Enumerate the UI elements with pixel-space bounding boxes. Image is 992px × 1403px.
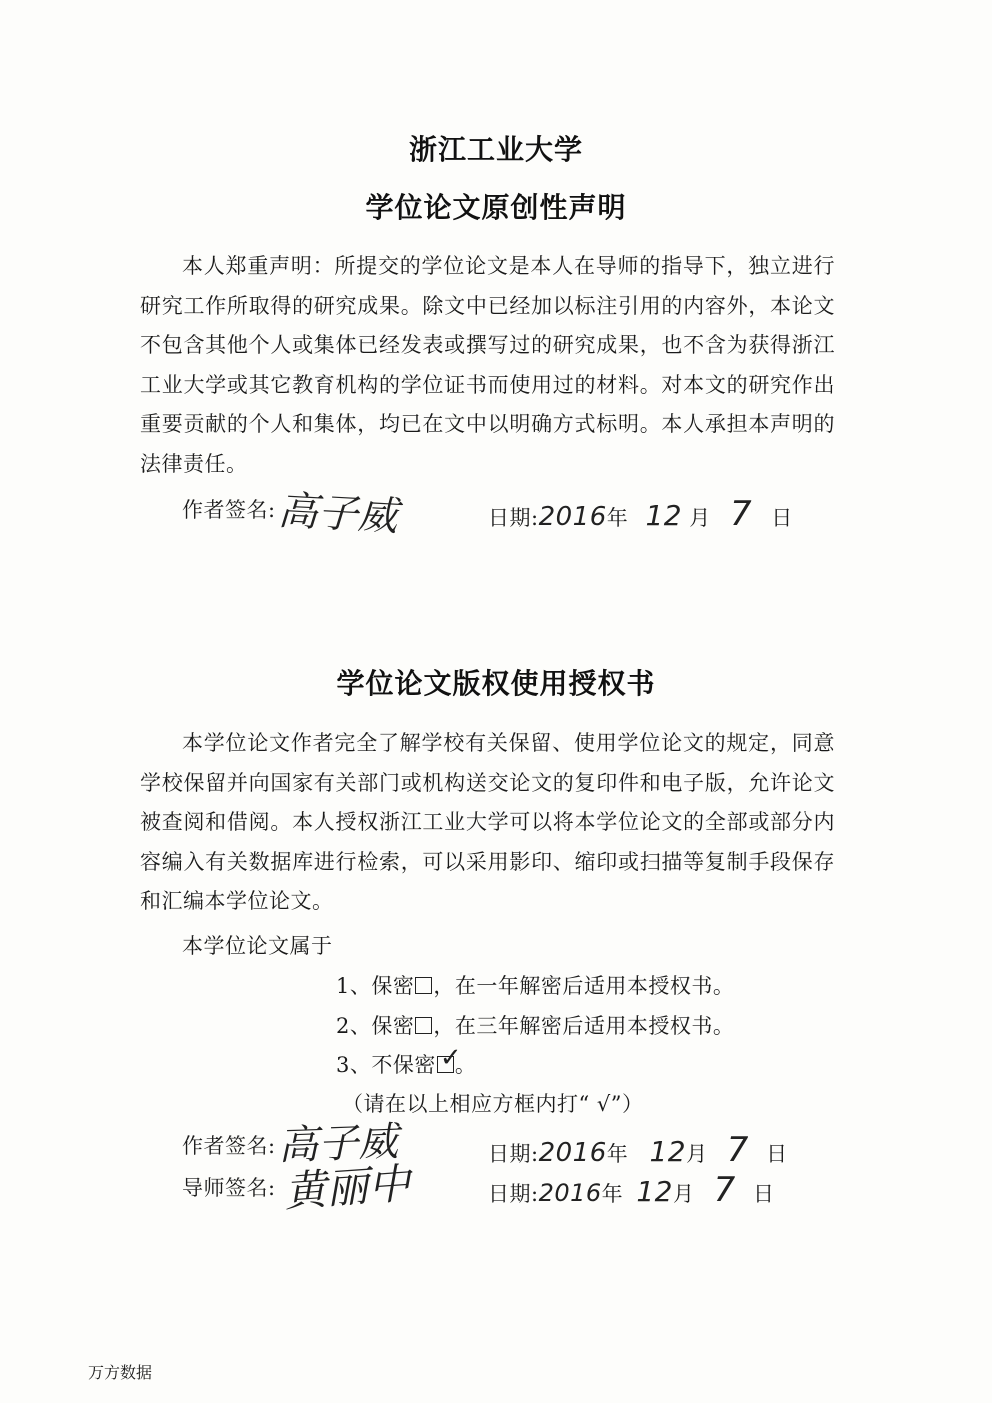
date-year-handwritten: 2016 — [538, 1138, 607, 1168]
auth-author-sign-label: 作者签名: — [182, 1134, 276, 1158]
day-unit: 日 — [753, 1182, 775, 1206]
belongs-label: 本学位论文属于 — [182, 934, 333, 958]
declaration-paragraph: 本人郑重声明：所提交的学位论文是本人在导师的指导下，独立进行研究工作所取得的研究成果。除文中已经加以标注引用的内容外，本论文不包含其他个人或集体已经发表或撰写过的研究成果，也不含为获得浙江工业大学或其它教育机构的学位证书而使用过的材料。对本文的研究作出重要贡献的个人和集体，均已在文中以明确方式标明。本人承担本声明的法律责任。 — [140, 254, 835, 476]
date-month-handwritten: 12 — [636, 1175, 673, 1208]
day-unit: 日 — [766, 1142, 788, 1166]
supervisor-sign-label: 导师签名: — [182, 1176, 276, 1200]
date-label: 日期: — [488, 506, 539, 530]
option2-prefix: 2、保密 — [336, 1014, 415, 1038]
option2-checkbox — [415, 1017, 432, 1034]
option1-prefix: 1、保密 — [336, 974, 415, 998]
date-day-handwritten: 7 — [726, 1130, 749, 1170]
declaration-date — [488, 494, 793, 534]
date-month-handwritten: 12 — [645, 499, 683, 532]
option1-checkbox — [415, 977, 432, 994]
date-day-handwritten: 7 — [729, 494, 753, 534]
auth-author-handwritten-signature: 高子威 — [277, 1118, 399, 1170]
option-confidential-3-year — [336, 1010, 734, 1040]
university-title: 浙江工业大学 — [408, 133, 583, 166]
year-unit: 年 — [606, 1142, 629, 1166]
watermark-footer: 万方数据 — [88, 1363, 153, 1382]
auth-author-date — [488, 1130, 788, 1170]
option-not-confidential — [336, 1043, 477, 1079]
option1-suffix: ，在一年解密后适用本授权书。 — [433, 974, 735, 998]
month-unit: 月 — [672, 1182, 695, 1206]
option3-suffix: 。 — [454, 1053, 477, 1077]
supervisor-date — [488, 1170, 775, 1210]
authorization-paragraph: 本学位论文作者完全了解学校有关保留、使用学位论文的规定，同意学校保留并向国家有关部门或机构送交论文的复印件和电子版，允许论文被查阅和借阅。本人授权浙江工业大学可以将本学位论文的全部或部分内容编入有关数据库进行检索，可以采用影印、缩印或扫描等复制手段保存和汇编本学位论文。 — [140, 731, 835, 913]
date-label: 日期: — [488, 1182, 539, 1206]
year-unit: 年 — [606, 506, 629, 530]
option3-checkbox-checked — [437, 1043, 463, 1073]
declaration-title: 学位论文原创性声明 — [365, 191, 627, 224]
date-label: 日期: — [488, 1142, 539, 1166]
option2-suffix: ，在三年解密后适用本授权书。 — [433, 1014, 735, 1038]
option-confidential-1-year — [336, 970, 734, 1000]
day-unit: 日 — [771, 506, 793, 530]
month-unit: 月 — [686, 1142, 708, 1166]
date-day-handwritten: 7 — [713, 1170, 736, 1210]
supervisor-handwritten-signature: 黄丽中 — [282, 1158, 412, 1217]
author-handwritten-signature: 高子威 — [276, 487, 399, 541]
month-unit: 月 — [689, 506, 711, 530]
handwritten-checkmark-icon: ✓ — [439, 1043, 463, 1073]
year-unit: 年 — [601, 1182, 624, 1206]
instruction-note: （请在以上相应方框内打“ √”） — [342, 1092, 644, 1116]
option3-prefix: 3、不保密 — [336, 1053, 436, 1077]
date-year-handwritten: 2016 — [538, 1179, 602, 1207]
date-month-handwritten: 12 — [649, 1135, 687, 1168]
author-sign-label: 作者签名: — [182, 498, 276, 522]
date-year-handwritten: 2016 — [538, 502, 607, 532]
authorization-title: 学位论文版权使用授权书 — [336, 667, 656, 700]
